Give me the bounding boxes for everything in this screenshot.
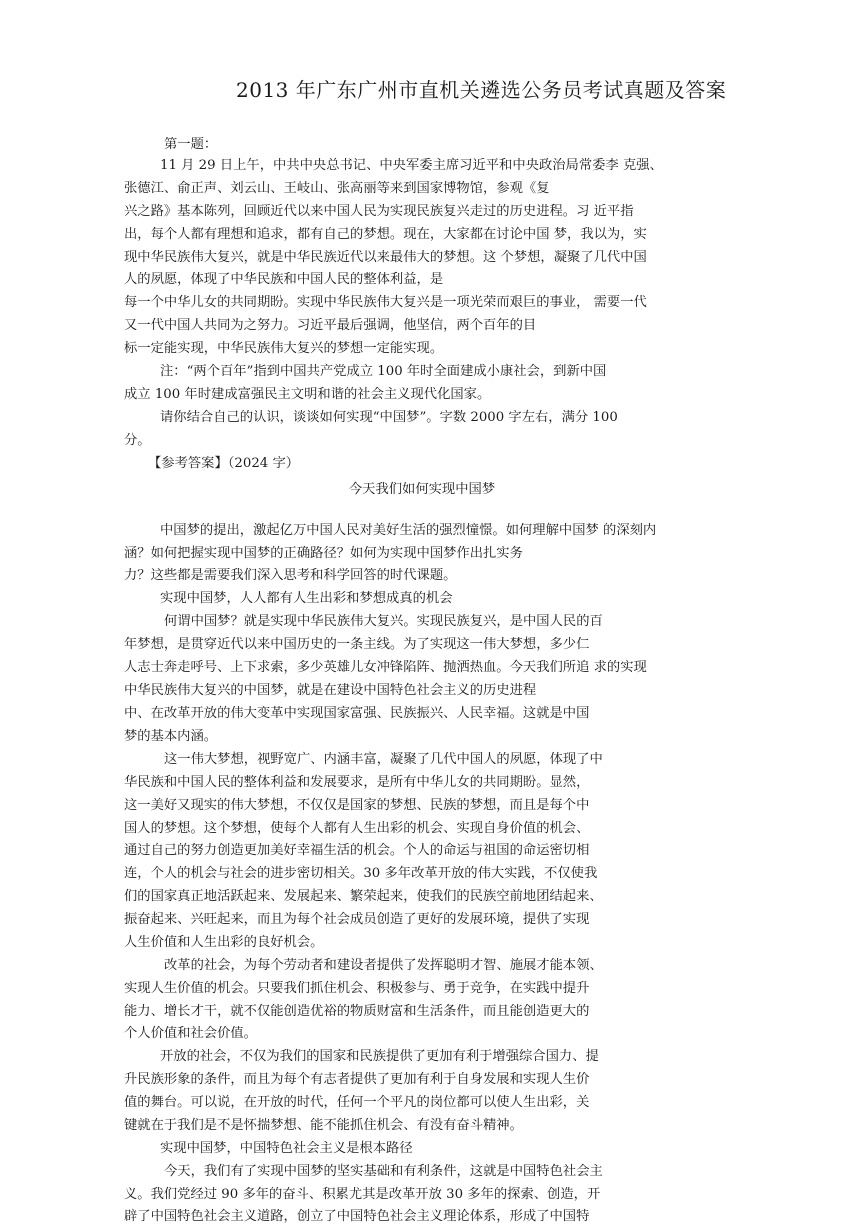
paragraph-line: 力？这些都是需要我们深入思考和科学回答的时代课题。 [124,568,457,583]
paragraph-line: 能力、增长才干，就不仅能创造优裕的物质财富和生活条件，而且能创造更大的 [124,1004,590,1019]
paragraph-line: 这一伟大梦想，视野宽广、内涵丰富，凝聚了几代中国人的夙愿，体现了中 [164,752,603,767]
paragraph-line: 值的舞台。可以说，在开放的时代，任何一个平凡的岗位都可以使人生出彩，关 [124,1095,590,1110]
paragraph-line: 改革的社会，为每个劳动者和建设者提供了发挥聪明才智、施展才能本领、 [164,958,603,973]
paragraph-line: 辟了中国特色社会主义道路，创立了中国特色社会主义理论体系，形成了中国特 [124,1209,590,1224]
paragraph-line: 华民族和中国人民的整体利益和发展要求，是所有中华儿女的共同期盼。显然， [124,775,590,790]
paragraph-line: 中华民族伟大复兴的中国梦，就是在建设中国特色社会主义的历史进程 [124,683,537,698]
paragraph-line: 人生价值和人生出彩的良好机会。 [124,935,324,950]
paragraph-line: 开放的社会，不仅为我们的国家和民族提供了更加有利于增强综合国力、提 [160,1049,599,1064]
answer-title: 今天我们如何实现中国梦 [348,482,496,497]
prompt-line: 分。 [124,433,151,448]
paragraph-line: 国人的梦想。这个梦想，使每个人都有人生出彩的机会、实现自身价值的机会、 [124,821,590,836]
note-line: 注：“两个百年”指到中国共产党成立 100 年时全面建成小康社会，到新中国 [160,364,607,379]
paragraph-line: 张德江、俞正声、刘云山、王岐山、张高丽等来到国家博物馆，参观《复 [124,181,550,196]
answer-heading: 【参考答案】（2024 字） [148,456,300,471]
document-title: 2013 年广东广州市直机关遴选公务员考试真题及答案 [236,78,727,102]
paragraph-line: 通过自己的努力创造更加美好幸福生活的机会。个人的命运与祖国的命运密切相 [124,843,590,858]
paragraph-line: 何谓中国梦？就是实现中华民族伟大复兴。实现民族复兴，是中国人民的百 [164,614,603,629]
paragraph-line: 兴之路》基本陈列，回顾近代以来中国人民为实现民族复兴走过的历史进程。习 近平指 [124,204,634,219]
paragraph-line: 涵？如何把握实现中国梦的正确路径？如何为实现中国梦作出扎实务 [124,546,523,561]
question-heading: 第一题： [164,137,218,152]
paragraph-line: 今天，我们有了实现中国梦的坚实基础和有利条件，这就是中国特色社会主 [164,1164,603,1179]
paragraph-line: 又一代中国人共同为之努力。习近平最后强调，他坚信，两个百年的目 [124,318,537,333]
paragraph-line: 键就在于我们是不是怀揣梦想、能不能抓住机会、有没有奋斗精神。 [124,1118,523,1133]
paragraph-line: 们的国家真正地活跃起来、发展起来、繁荣起来，使我们的民族空前地团结起来、 [124,889,603,904]
paragraph-line: 梦的基本内涵。 [124,729,218,744]
paragraph-line: 标一定能实现，中华民族伟大复兴的梦想一定能实现。 [124,341,444,356]
paragraph-line: 出，每个人都有理想和追求，都有自己的梦想。现在，大家都在讨论中国 梦，我以为，实 [124,227,647,242]
paragraph-line: 升民族形象的条件，而且为每个有志者提供了更加有利于自身发展和实现人生价 [124,1072,590,1087]
paragraph-line: 中、在改革开放的伟大变革中实现国家富强、民族振兴、人民幸福。这就是中国 [124,706,590,721]
paragraph-line: 实现人生价值的机会。只要我们抓住机会、积极参与、勇于竞争，在实践中提升 [124,981,590,996]
paragraph-line: 现中华民族伟大复兴，就是中华民族近代以来最伟大的梦想。这 个梦想，凝聚了几代中国 [124,250,647,265]
paragraph-line: 人志士奔走呼号、上下求索，多少英雄儿女冲锋陷阵、抛洒热血。今天我们所追 求的实现 [124,660,647,675]
paragraph-line: 年梦想，是贯穿近代以来中国历史的一条主线。为了实现这一伟大梦想，多少仁 [124,637,590,652]
paragraph-line: 中国梦的提出，激起亿万中国人民对美好生活的强烈憧憬。如何理解中国梦 的深刻内 [160,523,657,538]
note-line: 成立 100 年时建成富强民主文明和谐的社会主义现代化国家。 [124,387,491,402]
section-heading: 实现中国梦，人人都有人生出彩和梦想成真的机会 [160,591,453,606]
prompt-line: 请你结合自己的认识，谈谈如何实现“中国梦”。字数 2000 字左右，满分 100 [160,410,618,425]
paragraph-line: 振奋起来、兴旺起来，而且为每个社会成员创造了更好的发展环境，提供了实现 [124,912,590,927]
paragraph-line: 人的夙愿，体现了中华民族和中国人民的整体利益，是 [124,272,444,287]
paragraph-line: 义。我们党经过 90 多年的奋斗、积累尤其是改革开放 30 多年的探索、创造，开 [124,1187,601,1202]
paragraph-line: 连，个人的机会与社会的进步密切相关。30 多年改革开放的伟大实践，不仅使我 [124,866,598,881]
paragraph-line: 11 月 29 日上午，中共中央总书记、中央军委主席习近平和中央政治局常委李 克强、 [160,158,663,173]
section-heading: 实现中国梦，中国特色社会主义是根本路径 [160,1141,413,1156]
paragraph-line: 这一美好又现实的伟大梦想，不仅仅是国家的梦想、民族的梦想，而且是每个中 [124,798,590,813]
paragraph-line: 个人价值和社会价值。 [124,1026,257,1041]
paragraph-line: 每一个中华儿女的共同期盼。实现中华民族伟大复兴是一项光荣而艰巨的事业， 需要一代 [124,295,647,310]
